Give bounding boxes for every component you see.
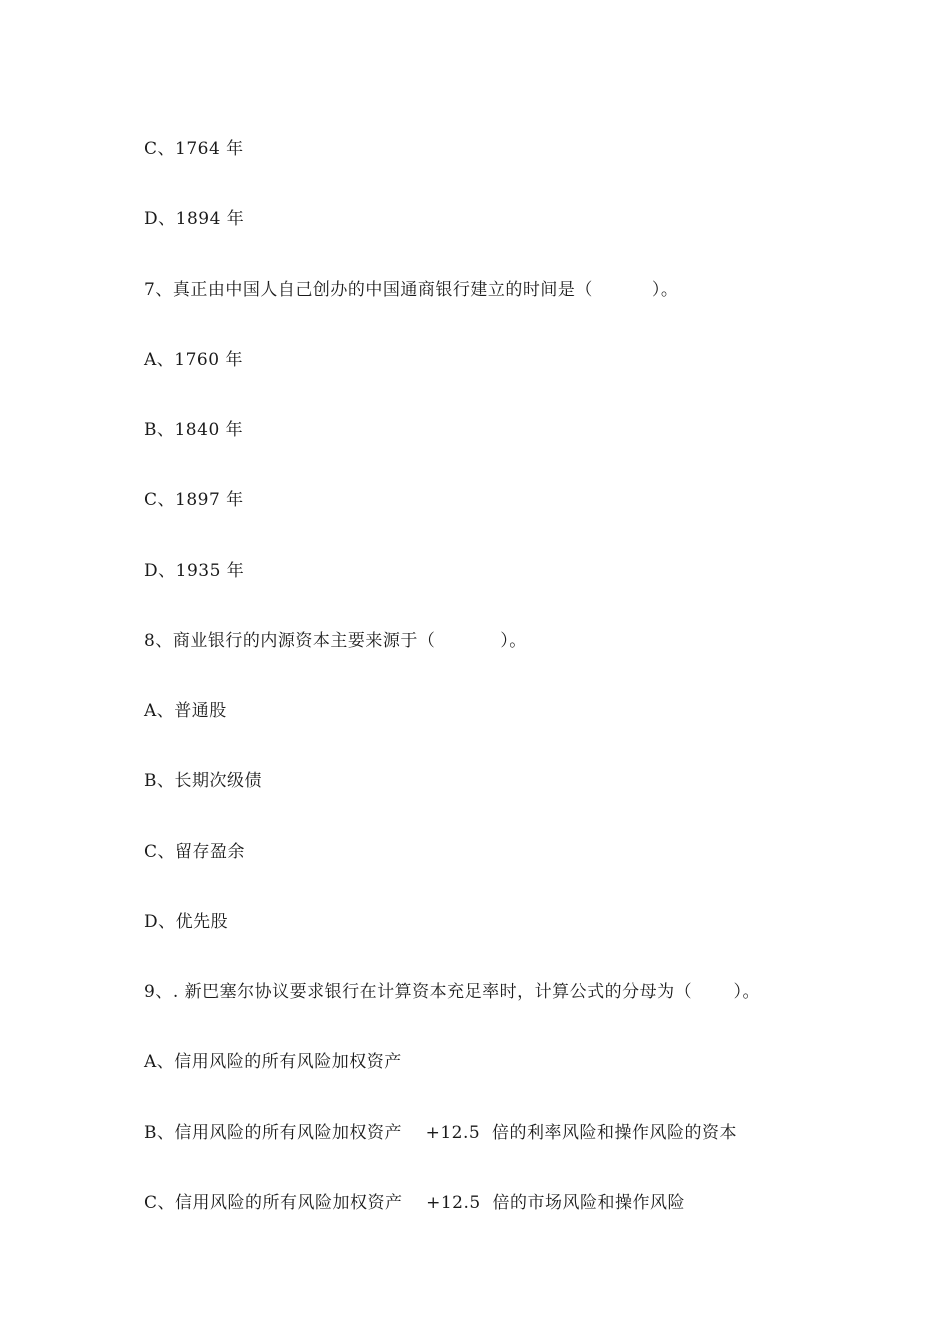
option-c-q9: C、信用风险的所有风险加权资产 +12.5 倍的市场风险和操作风险 (144, 1193, 686, 1213)
option-a-q8: A、普通股 (144, 701, 227, 721)
option-b-q7: B、1840 年 (144, 420, 244, 440)
question-7: 7、真正由中国人自己创办的中国通商银行建立的时间是（ ）。 (144, 280, 679, 300)
option-c-q6: C、1764 年 (144, 139, 244, 159)
option-d-q8: D、优先股 (144, 912, 229, 932)
option-b-q8: B、长期次级债 (144, 771, 262, 791)
option-d-q6: D、1894 年 (144, 209, 245, 229)
question-9: 9、. 新巴塞尔协议要求银行在计算资本充足率时，计算公式的分母为（ ）。 (144, 982, 760, 1002)
option-a-q7: A、1760 年 (144, 350, 243, 370)
option-a-q9: A、信用风险的所有风险加权资产 (144, 1052, 402, 1072)
question-8: 8、商业银行的内源资本主要来源于（ ）。 (144, 631, 527, 651)
option-d-q7: D、1935 年 (144, 561, 245, 581)
option-c-q8: C、留存盈余 (144, 842, 246, 862)
option-b-q9: B、信用风险的所有风险加权资产 +12.5 倍的利率风险和操作风险的资本 (144, 1123, 738, 1143)
option-c-q7: C、1897 年 (144, 490, 244, 510)
